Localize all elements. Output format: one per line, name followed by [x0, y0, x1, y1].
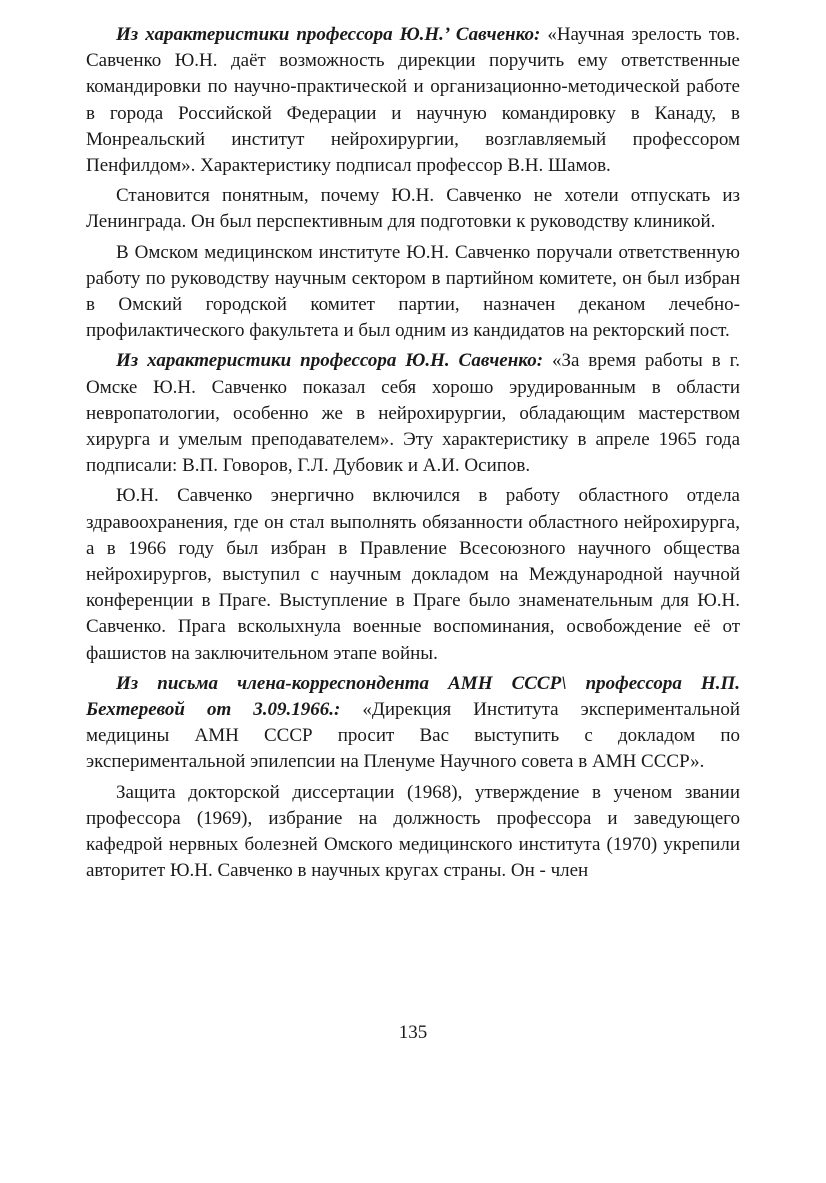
paragraph-5-text: Ю.Н. Савченко энергично включился в работу областного отдела здравоохранения, где он стал выполнять обязанности областного нейрохирурга, а в 1966 году был избран в Правление Всесоюзного научного общества нейрохирургов, выступил с научным докладом на Международной научной конференции в Праге. Выступление в Праге было знаменательным для Ю.Н. Савченко. Прага всколыхнула военные воспоминания, освобождение её от фашистов на заключительном этапе войны. — [86, 485, 740, 664]
paragraph-4-lead: Из характеристики профессора Ю.Н. Савченко: — [116, 350, 544, 372]
paragraph-7-text: Защита докторской диссертации (1968), утверждение в ученом звании профессора (1969), избрание на должность профессора и заведующего кафедрой нервных болезней Омского медицинского института (1970) укрепили авторитет Ю.Н. Савченко в научных кругах страны. Он - член — [86, 781, 740, 882]
page-body — [86, 22, 740, 889]
paragraph-4-text: «За время работы в г. Омске Ю.Н. Савченко показал себя хорошо эрудированным в области невропатологии, особенно же в нейрохирургии, обладающим мастерством хирурга и умелым преподавателем». Эту характеристику в апреле 1965 года подписали: В.П. Говоров, Г.Л. Дубовик и А.И. Осипов. — [86, 350, 740, 477]
paragraph-6-text: «Дирекция Института экспериментальной медицины АМН СССР просит Вас выступить с докладом по экспериментальной эпилепсии на Пленуме Научного совета в АМН СССР». — [86, 699, 740, 773]
paragraph-2 — [86, 183, 740, 235]
paragraph-6-lead: Из письма члена-корреспондента АМН СССР\ профессора Н.П. Бехтеревой от 3.09.1966.: — [86, 672, 740, 721]
paragraph-3-text: В Омском медицинском институте Ю.Н. Савченко поручали ответственную работу по руководству научным сектором в партийном комитете, он был избран в Омский городской комитет партии, назначен деканом лечебно-профилактического факультета и был одним из кандидатов на ректорский пост. — [86, 241, 740, 342]
paragraph-1-text: «Научная зрелость тов. Савченко Ю.Н. даёт возможность дирекции поручить ему ответственные командировки по научно-практической и организационно-методической работе в города Российской Федерации и научную командировку в Канаду, в Монреальский институт нейрохирургии, возглавляемый профессором Пенфилдом». Характеристику подписал профессор В.Н. Шамов. — [86, 24, 740, 177]
paragraph-2-text: Становится понятным, почему Ю.Н. Савченко не хотели отпускать из Ленинграда. Он был перспективным для подготовки к руководству клиникой. — [86, 185, 740, 233]
paragraph-4 — [86, 348, 740, 479]
paragraph-6 — [86, 671, 740, 776]
paragraph-1 — [86, 22, 740, 179]
paragraph-5 — [86, 483, 740, 666]
paragraph-3 — [86, 240, 740, 345]
paragraph-1-lead: Из характеристики профессора Ю.Н.’ Савченко: — [116, 24, 541, 45]
page-number: 135 — [398, 1022, 428, 1043]
paragraph-7 — [86, 780, 740, 885]
